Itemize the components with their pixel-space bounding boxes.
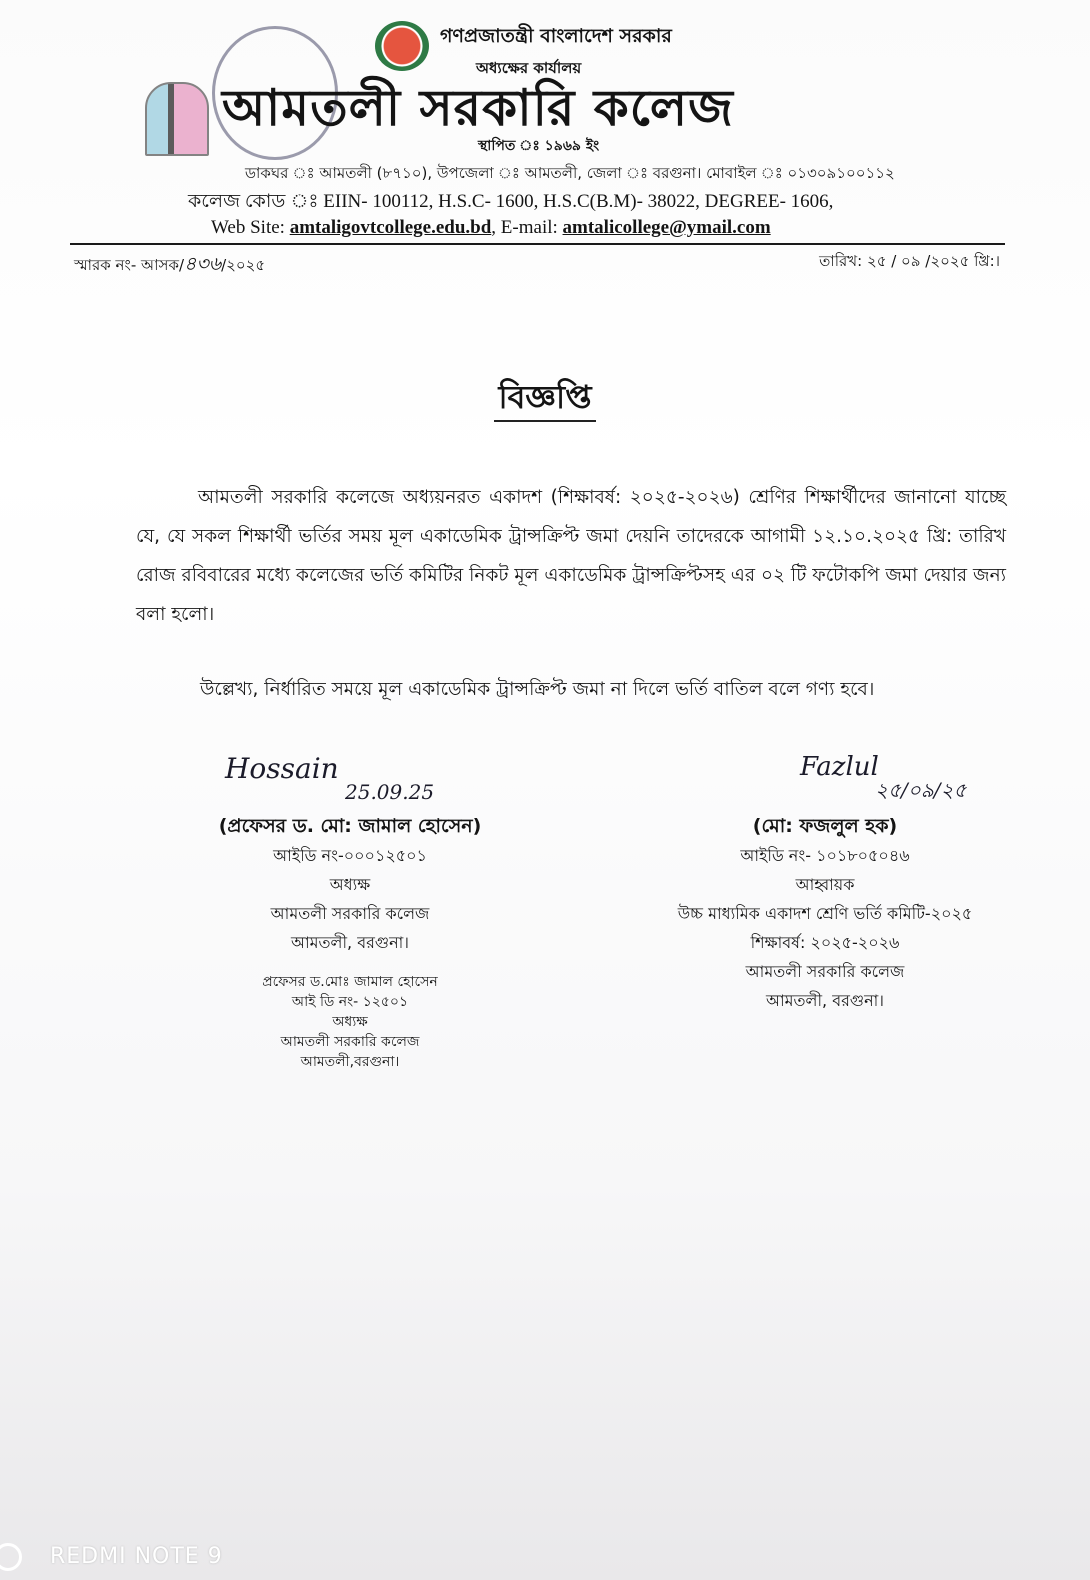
convener-signature-date: ২৫/০৯/২৫ <box>875 778 967 802</box>
camera-watermark-text: REDMI NOTE 9 <box>50 1544 223 1569</box>
stamp-institution: আমতলী সরকারি কলেজ <box>280 1034 420 1050</box>
notice-note: উল্লেখ্য, নির্ধারিত সময়ে মূল একাডেমিক ট্রান্সক্রিপ্ট জমা না দিলে ভর্তি বাতিল বলে গণ্য হবে। <box>200 679 875 700</box>
convener-location: আমতলী, বরগুনা। <box>765 991 885 1010</box>
memo-handwritten-number: ৪৩৬ <box>184 253 222 275</box>
college-name: আমতলী সরকারি কলেজ <box>222 79 734 137</box>
notice-title-wrap <box>0 372 1090 426</box>
principal-signature: Hossain <box>225 752 339 785</box>
memo-suffix: /২০২৫ <box>221 256 266 274</box>
stamp-designation: অধ্যক্ষ <box>332 1014 368 1030</box>
principal-designation: অধ্যক্ষ <box>329 875 371 894</box>
memo-number <box>74 250 265 282</box>
office-title: অধ্যক্ষের কার্যালয় <box>476 59 582 77</box>
principal-location: আমতলী, বরগুনা। <box>290 933 410 952</box>
college-codes: কলেজ কোড ঃ EIIN- 100112, H.S.C- 1600, H.S.C(B.M)- 38022, DEGREE- 1606, <box>188 191 834 212</box>
email-label: , E-mail: <box>491 217 558 238</box>
established-year: স্থাপিত ঃ ১৯৬৯ ইং <box>478 138 600 154</box>
college-logo-icon <box>145 82 209 156</box>
convener-session: শিক্ষাবর্ষ: ২০২৫-২০২৬ <box>750 933 900 952</box>
principal-name: (প্রফেসর ড. মো: জামাল হোসেন) <box>218 815 482 837</box>
stamp-location: আমতলী,বরগুনা। <box>300 1054 400 1070</box>
principal-signatory-block <box>200 812 500 957</box>
memo-prefix: স্মারক নং- আসক/ <box>74 256 185 274</box>
website-label: Web Site: <box>211 217 285 238</box>
principal-signature-date: 25.09.25 <box>345 780 435 804</box>
convener-name: (মো: ফজলুল হক) <box>752 815 898 837</box>
convener-designation: আহ্বায়ক <box>795 875 855 894</box>
convener-id: আইডি নং- ১০১৮০৫০৪৬ <box>740 846 910 865</box>
notice-title: বিজ্ঞপ্তি <box>494 378 595 422</box>
notice-body-paragraph: আমতলী সরকারি কলেজে অধ্যয়নরত একাদশ (শিক্ষাবর্ষ: ২০২৫-২০২৬) শ্রেণির শিক্ষার্থীদের জানানো যাচ্ছে যে, যে সকল শিক্ষার্থী ভর্তির সময় মূল একাডেমিক ট্রান্সক্রিপ্ট জমা দেয়নি তাদেরকে আগামী ১২.১০.২০২৫ খ্রি: তারিখ রোজ রবিবারের মধ্যে কলেজের ভর্তি কমিটির নিকট মূল একাডেমিক ট্রান্সক্রিপ্টসহ এর ০২ টি ফটোকপি জমা দেয়ার জন্য বলা হলো। <box>136 487 1006 625</box>
stamp-id: আই ডি নং- ১২৫০১ <box>291 994 409 1010</box>
notice-date: তারিখ: ২৫ / ০৯ /২০২৫ খ্রি:। <box>819 252 1000 270</box>
principal-name-stamp <box>230 972 470 1072</box>
convener-committee: উচ্চ মাধ্যমিক একাদশ শ্রেণি ভর্তি কমিটি-২০২৫ <box>677 904 973 923</box>
principal-id: আইডি নং-০০০১২৫০১ <box>273 846 427 865</box>
contact-line <box>211 217 771 239</box>
college-address: ডাকঘর ঃ আমতলী (৮৭১০), উপজেলা ঃ আমতলী, জেলা ঃ বরগুনা। মোবাইল ঃ ০১৩০৯১০০১১২ <box>245 164 895 182</box>
camera-lens-icon <box>0 1543 22 1571</box>
convener-signatory-block <box>640 812 1010 1015</box>
bangladesh-emblem-icon <box>375 21 429 71</box>
camera-watermark <box>0 1543 223 1571</box>
header-divider <box>70 243 1005 245</box>
principal-institution: আমতলী সরকারি কলেজ <box>270 904 430 923</box>
government-title: গণপ্রজাতন্ত্রী বাংলাদেশ সরকার <box>440 25 672 47</box>
convener-institution: আমতলী সরকারি কলেজ <box>745 962 905 981</box>
stamp-name: প্রফেসর ড.মোঃ জামাল হোসেন <box>262 974 438 990</box>
website-link[interactable]: amtaligovtcollege.edu.bd <box>289 217 492 238</box>
convener-signature: Fazlul <box>800 752 879 782</box>
email-link[interactable]: amtalicollege@ymail.com <box>562 217 771 238</box>
